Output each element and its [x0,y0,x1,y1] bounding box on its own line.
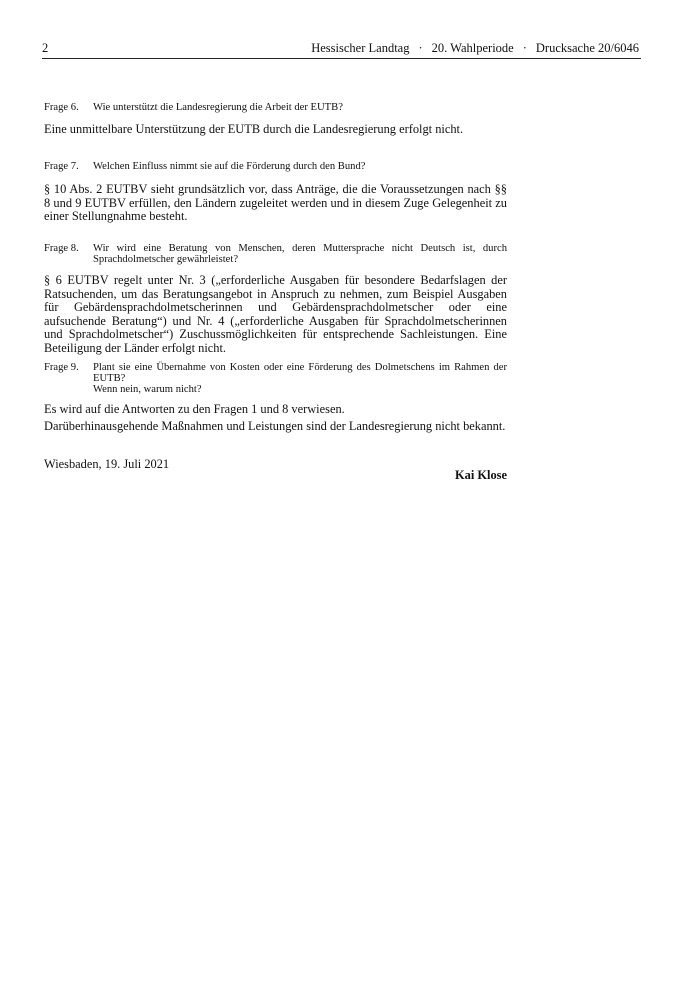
answer-paragraph: § 10 Abs. 2 EUTBV sieht grundsätzlich vor, dass Anträge, die die Voraussetzungen nach §§ 8 und 9 EUTBV erfüllen, den Ländern zugeleitet werden und in diesem Zuge Gelegenheit zu einer Stellungnahme besteht. [44,182,507,224]
page-number: 2 [42,41,49,55]
header-separator: · [418,41,423,55]
question-text [93,102,507,113]
question-label: Frage 7. [44,161,79,172]
answer-paragraph: § 6 EUTBV regelt unter Nr. 3 („erforderliche Ausgaben für besondere Bedarfslagen der Ratsuchenden, um das Beratungsangebot in Anspruch zu nehmen, zum Beispiel Ausgaben für Gebärdensprachdolmetscherinnen und Gebärdensprachdolmetscher oder eine aufsuchende Beratung“) und Nr. 4 („erforderliche Ausgaben für Sprachdolmetscherinnen und Sprachdolmetscher“) Zuschussmöglichkeiten für entsprechende Sachleistungen. Eine Beteiligung der Länder erfolgt nicht. [44,273,507,355]
answer-paragraph: Darüberhinausgehende Maßnahmen und Leistungen sind der Landesregierung nicht bekannt. [44,418,506,433]
header-meta [311,41,639,56]
printed-matter-number: Drucksache 20/6046 [535,41,639,55]
question-block-8 [44,243,507,356]
page-header [42,41,641,59]
question-text [93,161,507,172]
question-line: Wir wird eine Beratung von Menschen, deren Muttersprache nicht Deutsch ist, durch Sprachdolmetscher gewährleistet? [93,243,507,265]
question-line: Wenn nein, warum nicht? [93,384,202,395]
question-line: Welchen Einfluss nimmt sie auf die Förderung durch den Bund? [93,161,366,172]
question-label: Frage 6. [44,102,79,113]
answer-paragraph: Es wird auf die Antworten zu den Fragen 1 und 8 verwiesen. [44,402,345,416]
parliament-name: Hessischer Landtag [311,41,410,55]
question-block-9 [44,362,507,433]
answer-paragraph: Eine unmittelbare Unterstützung der EUTB durch die Landesregierung erfolgt nicht. [44,122,464,136]
question-line: Plant sie eine Übernahme von Kosten oder eine Förderung des Dolmetschens im Rahmen der EUTB? [93,362,507,384]
place-and-date: Wiesbaden, 19. Juli 2021 [44,457,170,471]
question-block-6 [44,102,507,137]
question-line: Wie unterstützt die Landesregierung die Arbeit der EUTB? [93,102,343,113]
question-label: Frage 9. [44,362,79,373]
question [44,362,507,395]
question-text [93,362,507,395]
legislative-period: 20. Wahlperiode [431,41,514,55]
answer [44,183,507,224]
signatory-name: Kai Klose [455,468,507,482]
question-text [93,243,507,265]
answer [44,403,507,433]
question-label: Frage 8. [44,243,79,254]
answer [44,274,507,356]
question [44,243,507,265]
answer [44,123,507,137]
header-separator: · [522,41,527,55]
question-block-7 [44,161,507,224]
question [44,102,507,113]
question [44,161,507,172]
